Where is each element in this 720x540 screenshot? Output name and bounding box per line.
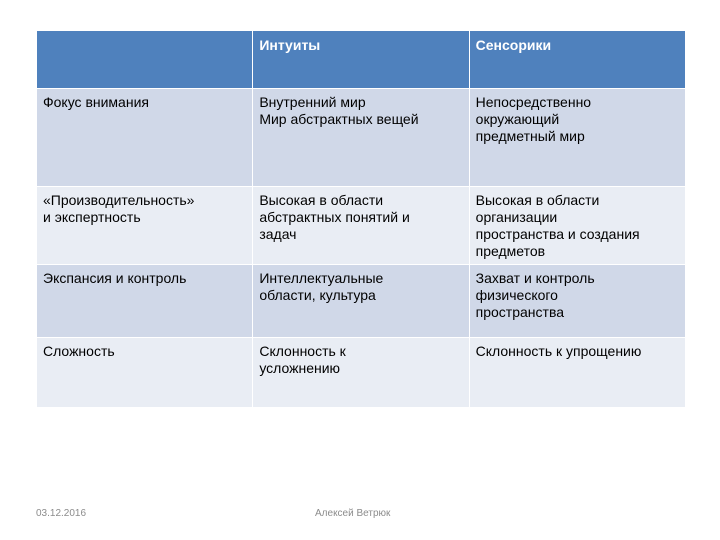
intuits-cell: Внутренний мир Мир абстрактных вещей — [253, 89, 469, 187]
row-label-cell: Экспансия и контроль — [37, 265, 253, 338]
row-label-cell: Фокус внимания — [37, 89, 253, 187]
comparison-table — [36, 30, 686, 408]
footer-author: Алексей Ветрюк — [315, 508, 391, 519]
intuits-cell: Высокая в области абстрактных понятий и задач — [253, 187, 469, 265]
header-cell-sensors: Сенсорики — [469, 31, 685, 89]
row-label-cell: «Производительность» и экспертность — [37, 187, 253, 265]
sensors-cell: Непосредственно окружающий предметный мир — [469, 89, 685, 187]
intuits-cell: Склонность к усложнению — [253, 338, 469, 408]
row-label-cell: Сложность — [37, 338, 253, 408]
header-cell-empty — [37, 31, 253, 89]
table-row — [37, 265, 686, 338]
sensors-cell: Высокая в области организации пространства и создания предметов — [469, 187, 685, 265]
footer-date: 03.12.2016 — [36, 508, 87, 519]
table-header-row — [37, 31, 686, 89]
sensors-cell: Склонность к упрощению — [469, 338, 685, 408]
table-row — [37, 187, 686, 265]
sensors-cell: Захват и контроль физического пространства — [469, 265, 685, 338]
intuits-cell: Интеллектуальные области, культура — [253, 265, 469, 338]
table-row — [37, 338, 686, 408]
table-row — [37, 89, 686, 187]
header-cell-intuits: Интуиты — [253, 31, 469, 89]
